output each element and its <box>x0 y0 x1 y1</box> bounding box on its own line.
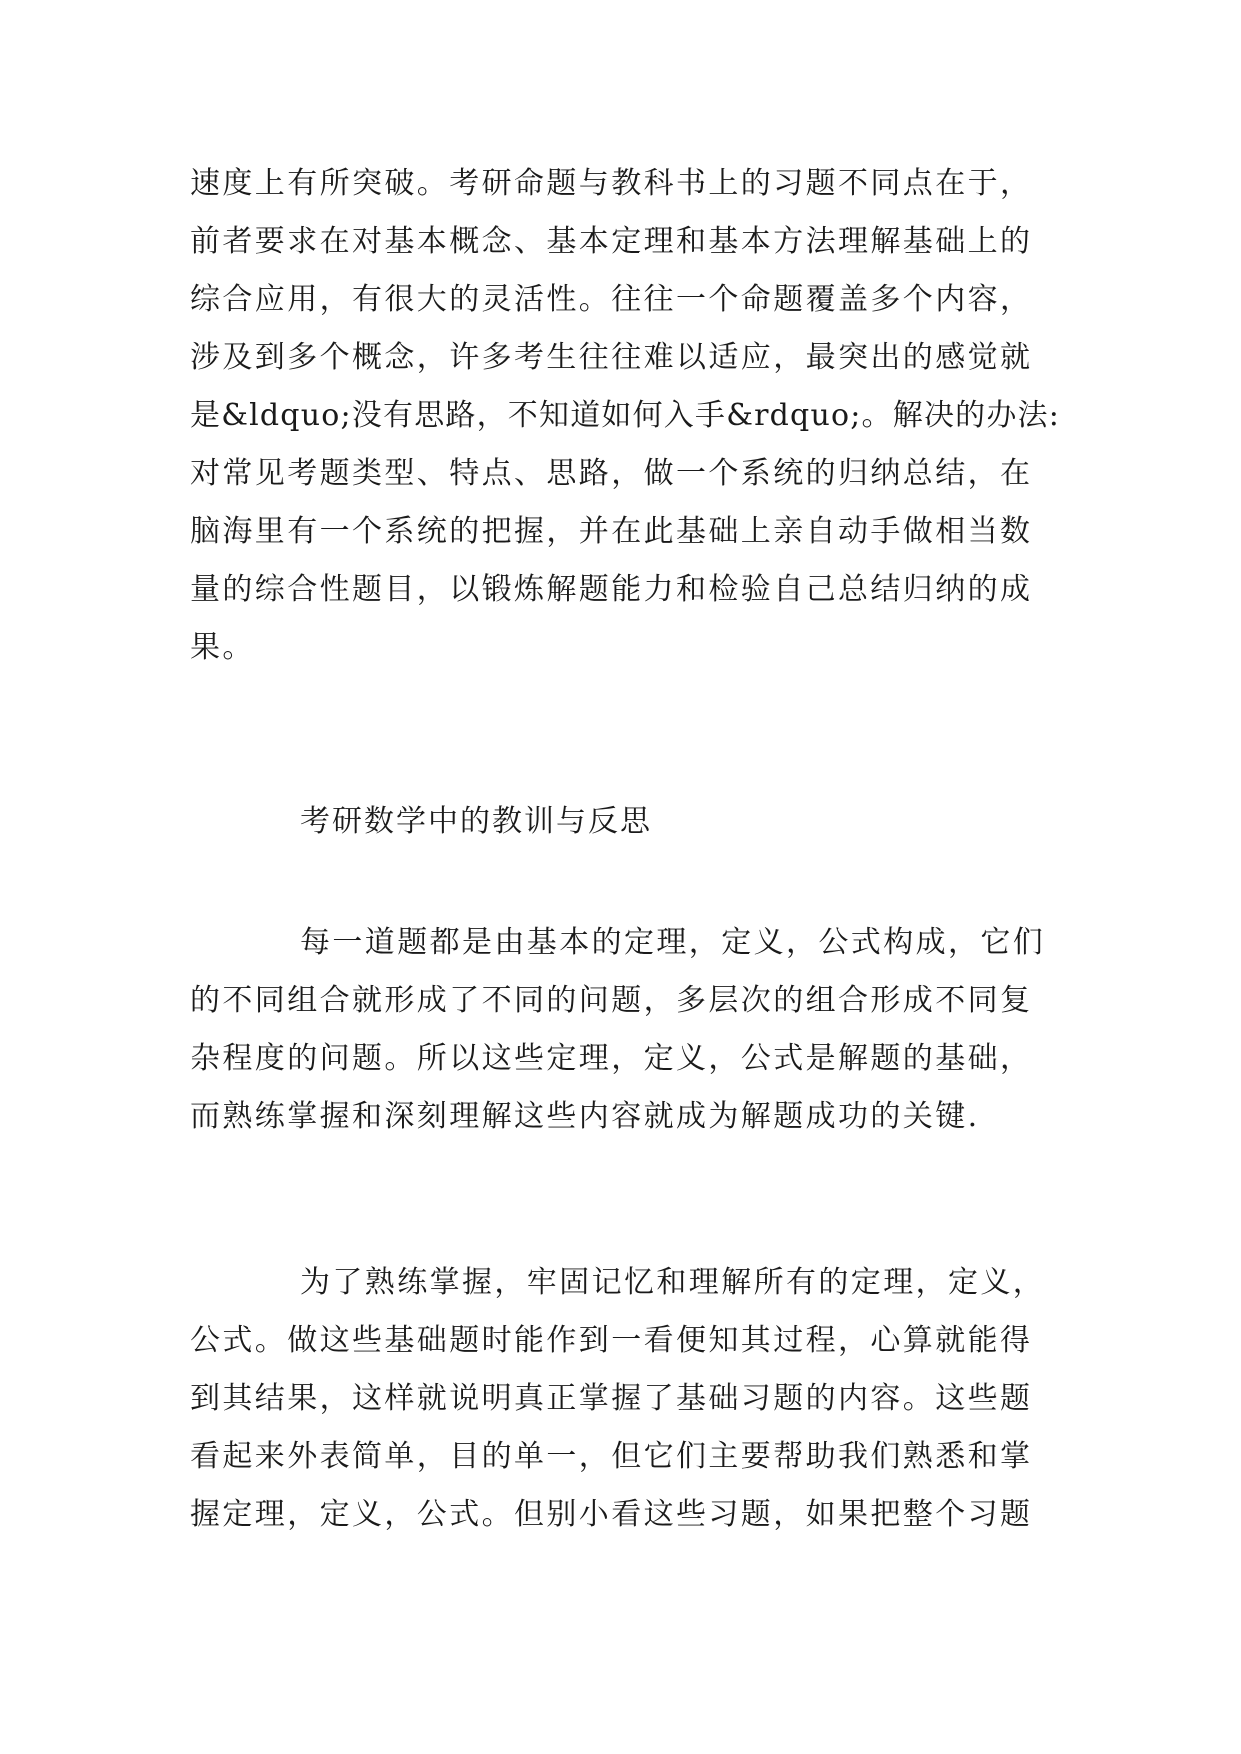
text-line: 脑海里有一个系统的把握，并在此基础上亲自动手做相当数 <box>190 514 1033 549</box>
text-line: 对常见考题类型、特点、思路，做一个系统的归纳总结，在 <box>190 456 1033 491</box>
paragraph-1 <box>190 155 1070 677</box>
text-line: 涉及到多个概念，许多考生往往难以适应，最突出的感觉就 <box>190 340 1033 375</box>
text-line: 果。 <box>190 630 255 665</box>
text-line: 公式。做这些基础题时能作到一看便知其过程，心算就能得 <box>190 1323 1033 1358</box>
text-line: 综合应用，有很大的灵活性。往往一个命题覆盖多个内容， <box>190 282 1033 317</box>
text-line: 杂程度的问题。所以这些定理，定义，公式是解题的基础， <box>190 1041 1033 1076</box>
text-line: 速度上有所突破。考研命题与教科书上的习题不同点在于， <box>190 166 1033 201</box>
text-line: 到其结果，这样就说明真正掌握了基础习题的内容。这些题 <box>190 1381 1033 1416</box>
text-line: 量的综合性题目，以锻炼解题能力和检验自己总结归纳的成 <box>190 572 1033 607</box>
text-line: 是&ldquo;没有思路，不知道如何入手&rdquo;。解决的办法: <box>190 398 1061 433</box>
text-line: 前者要求在对基本概念、基本定理和基本方法理解基础上的 <box>190 224 1033 259</box>
section-heading: 考研数学中的教训与反思 <box>300 804 652 839</box>
text-line: 看起来外表简单，目的单一，但它们主要帮助我们熟悉和掌 <box>190 1439 1033 1474</box>
text-line: 每一道题都是由基本的定理，定义，公式构成，它们 <box>300 925 1046 960</box>
text-line: 的不同组合就形成了不同的问题，多层次的组合形成不同复 <box>190 983 1033 1018</box>
text-line: 而熟练掌握和深刻理解这些内容就成为解题成功的关键. <box>190 1099 980 1134</box>
paragraph-2 <box>190 914 1070 1146</box>
text-line: 握定理，定义，公式。但别小看这些习题，如果把整个习题 <box>190 1497 1033 1532</box>
text-line: 为了熟练掌握，牢固记忆和理解所有的定理，定义， <box>300 1265 1046 1300</box>
paragraph-3 <box>190 1254 1070 1544</box>
